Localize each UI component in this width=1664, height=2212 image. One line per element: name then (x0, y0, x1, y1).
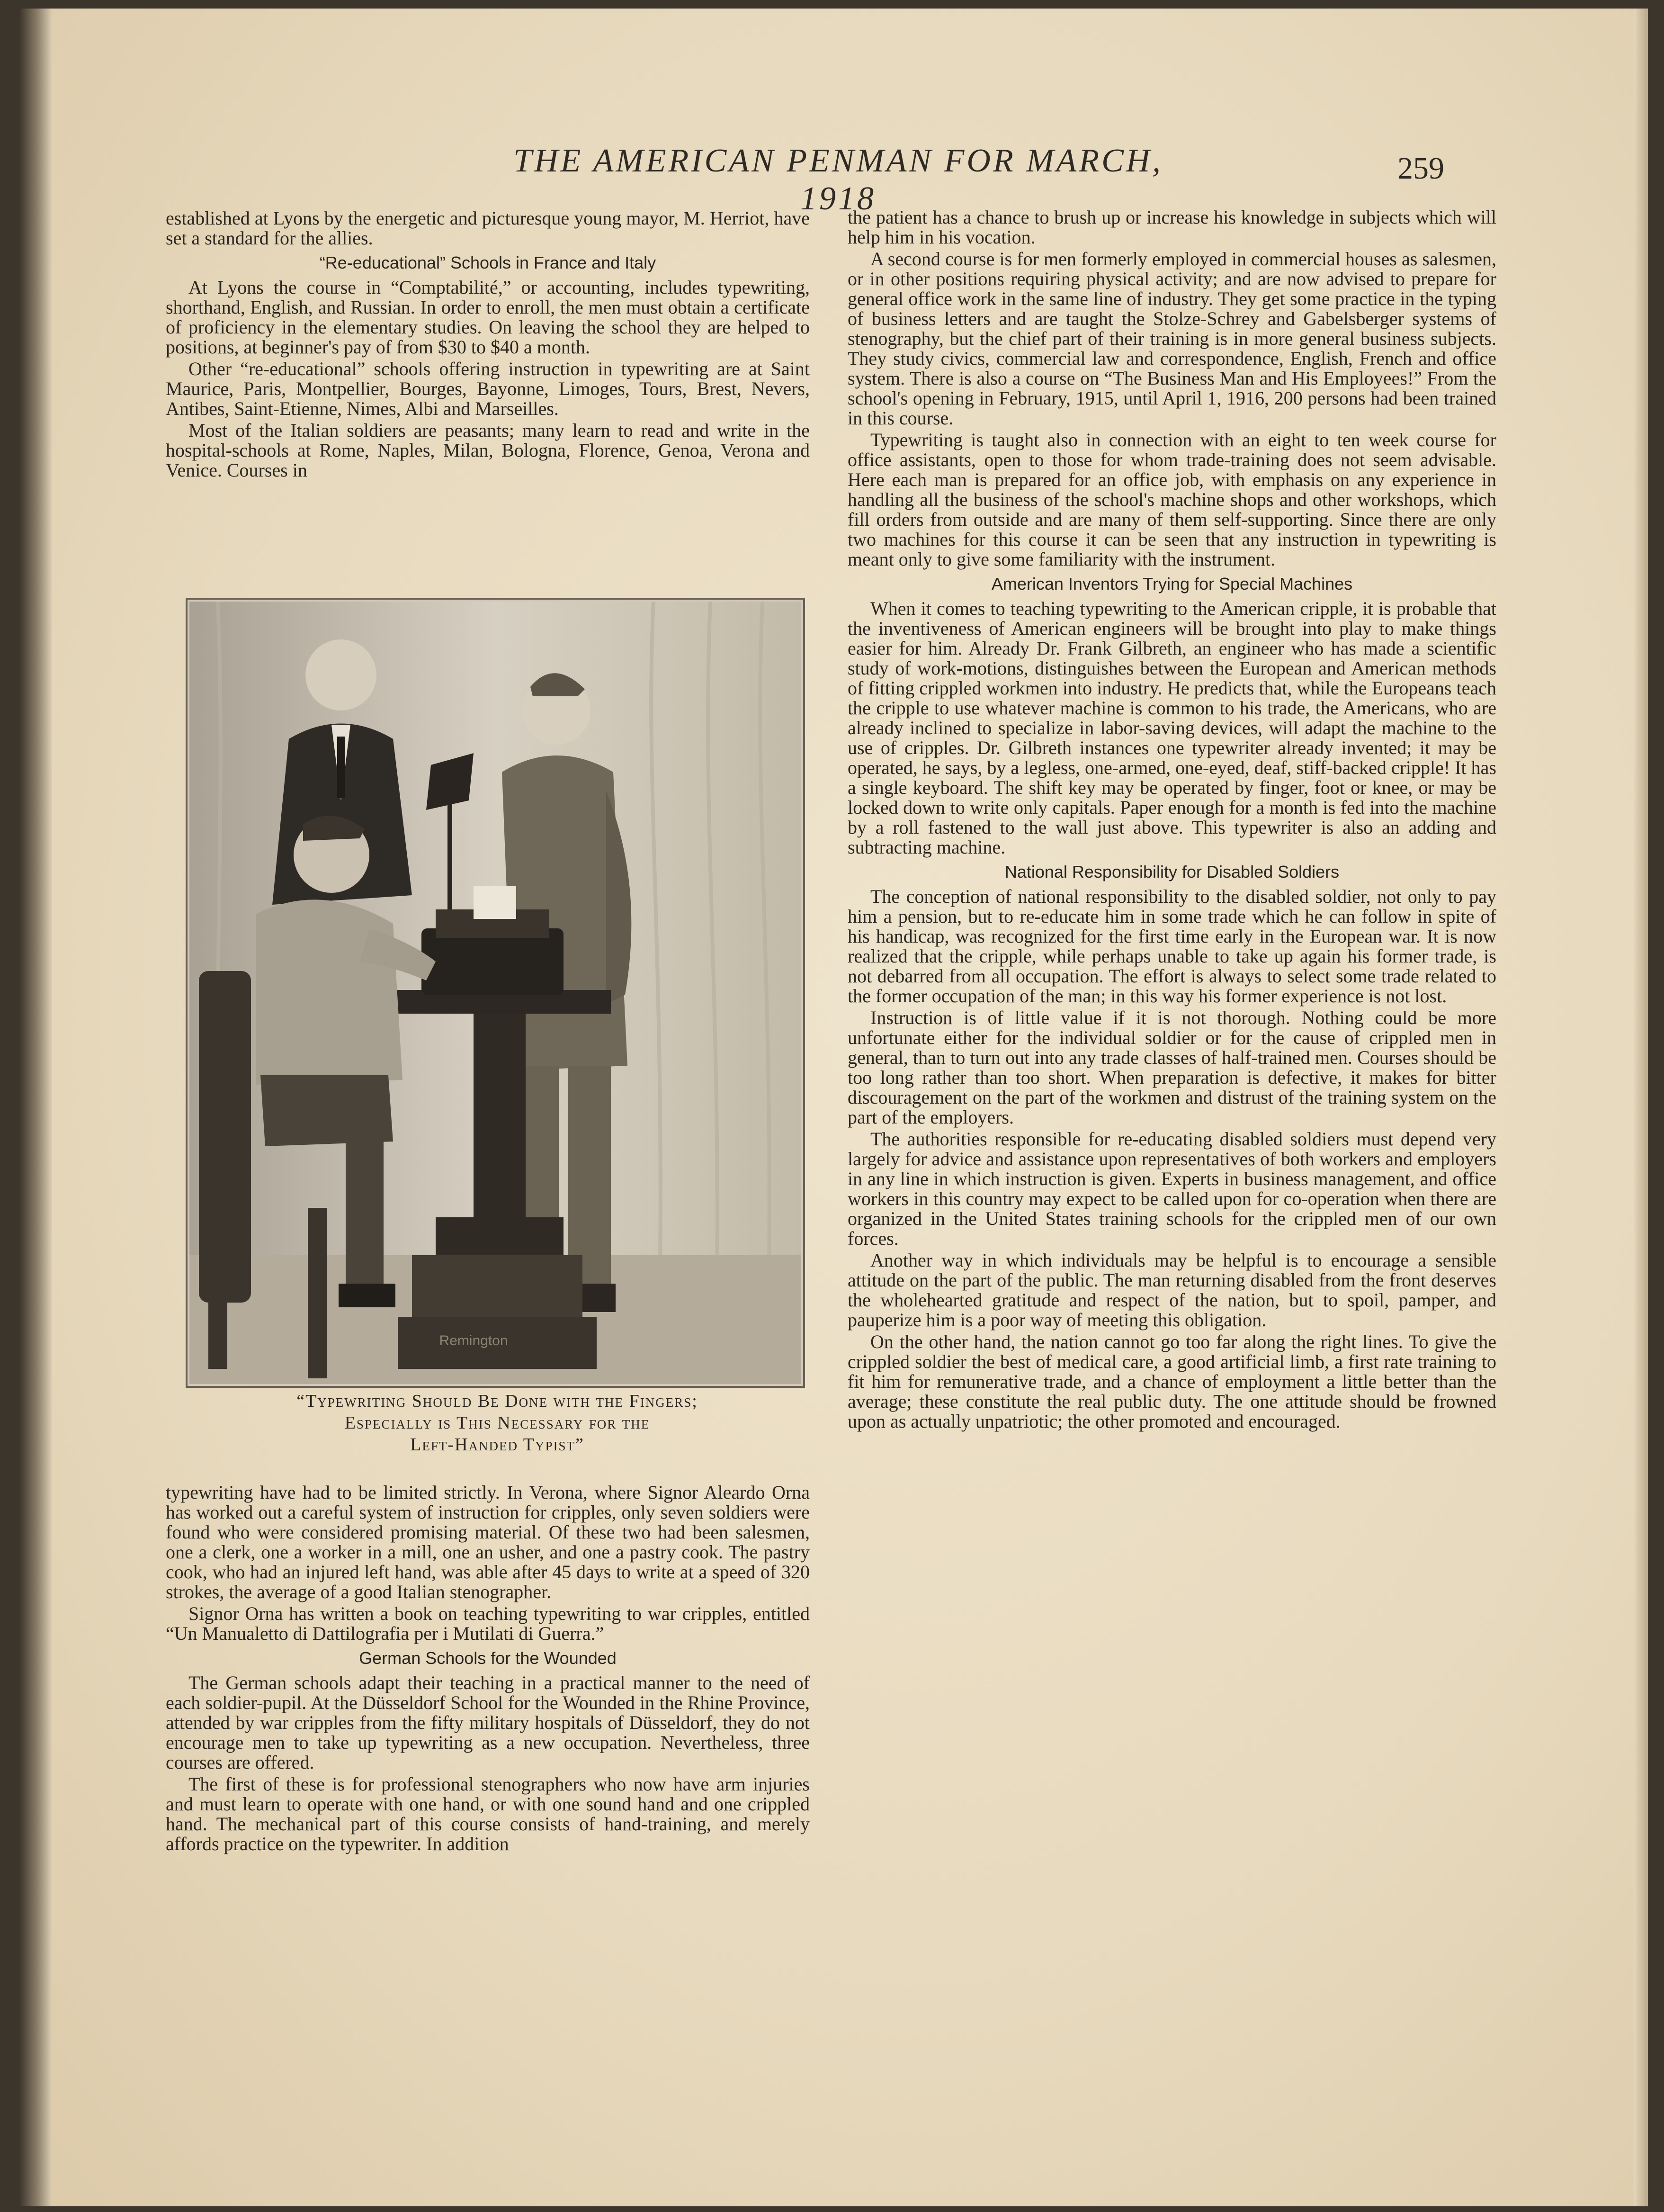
paragraph: When it comes to teaching typewriting to the American cripple, it is probable that the inventiveness of American engineers will be brought into play to make things easier for him. Already Dr. Frank Gilbreth, an engineer who has made a scientific study of work-motions, distinguishes between the European and American methods of fitting crippled workmen into industry. He predicts that, while the Europeans teach the cripple to use whatever machine is common to his trade, the Americans, who are already inclined to specialize in labor-saving devices, will adapt the machine to the use of cripples. Dr. Gilbreth instances one typewriter already invented; it may be operated, he says, by a legless, one-armed, one-eyed, deaf, stiff-backed cripple! It has a single keyboard. The shift key may be operated by finger, foot or knee, or may be locked down to write only capitals. Paper enough for a month is fed into the machine by a roll fastened to the wall just above. This typewriter is also an adding and subtracting machine. (848, 598, 1496, 858)
paragraph: The first of these is for professional stenographers who now have arm injuries and must learn to operate with one hand, or with one sound hand and one crippled hand. The mechanical part of this course consists of hand-training, and merely affords practice on the typewriter. In addition (166, 1773, 810, 1854)
left-column-top (166, 208, 810, 482)
section-heading: “Re-educational” Schools in France and Italy (319, 253, 656, 272)
section-heading: National Responsibility for Disabled Soldiers (1004, 862, 1340, 881)
caption-line: Especially is This Necessary for the (344, 1413, 650, 1433)
paragraph: The German schools adapt their teaching in a practical manner to the need of each soldier-pupil. At the Düsseldorf School for the Wounded in the Rhine Province, attended by war cripples from the fifty military hospitals of Düsseldorf, they do not encourage men to take up typewriting as a new occupation. Nevertheless, three courses are offered. (166, 1672, 810, 1773)
page-number: 259 (1397, 151, 1444, 186)
paragraph: Typewriting is taught also in connection with an eight to ten week course for office assistants, open to those for whom trade-training does not seem advisable. Here each man is prepared for an office job, with emphasis on any experience in handling all the business of the school's machine shops and other workshops, which fill orders from outside and are many of them self-supporting. Since there are only two machines for this course it can be seen that any instruction in typewriting is meant only to give some familiarity with the instrument. (848, 429, 1496, 570)
paragraph: Instruction is of little value if it is not thorough. Nothing could be more unfortunate either for the individual soldier or for the cause of crippled men in general, than to turn out into any trade classes of half-trained men. Courses should be too long rather than too short. When preparation is defective, it makes for bitter discouragement on the part of the workmen and distrust of the training system on the part of the employers. (848, 1007, 1496, 1128)
paragraph: On the other hand, the nation cannot go too far along the right lines. To give the crippled soldier the best of medical care, a good artificial limb, a first rate training to fit him for remunerative trade, and a chance of employment a little better than the average; these constitute the real public duty. The one attitude should be frowned upon as actually unpatriotic; the other promoted and encouraged. (848, 1331, 1496, 1432)
paragraph: established at Lyons by the energetic and picturesque young mayor, M. Herriot, have set a standard for the allies. (166, 207, 810, 249)
binding-gutter (19, 9, 52, 2206)
photo-caption (175, 1390, 819, 1456)
paragraph: Other “re-educational” schools offering instruction in typewriting are at Saint Maurice, Paris, Montpellier, Bourges, Bayonne, Limoges, Tours, Brest, Nevers, Antibes, Saint-Etienne, Nimes, Albi and Marseilles. (166, 358, 810, 419)
caption-line: “Typewriting Should Be Done with the Fingers; (296, 1391, 698, 1411)
caption-line: Left-Handed Typist” (410, 1435, 584, 1455)
page-edge (1634, 9, 1648, 2206)
section-heading: American Inventors Trying for Special Machines (991, 574, 1353, 593)
paragraph: The conception of national responsibility to the disabled soldier, not only to pay him a pension, but to re-educate him in some trade which he can follow in spite of his handicap, was recognized for the first time early in the European war. It is now realized that the cripple, while perhaps unable to take up again his former trade, is not debarred from all occupation. The effort is always to select some trade related to the former occupation of the man; in this way his former experience is not lost. (848, 886, 1496, 1007)
right-column (848, 207, 1496, 1433)
paragraph: A second course is for men formerly employed in commercial houses as salesmen, or in other positions requiring physical activity; and are now advised to prepare for general office work in the same line of industry. They get some practice in the typing of business letters and are taught the Stolze-Schrey and Gabelsberger systems of stenography, but the chief part of their training is in more general business subjects. They study civics, commercial law and correspondence, English, French and office system. There is also a course on “The Business Man and His Employees!” From the school's opening in February, 1915, until April 1, 1916, 200 persons had been trained in this course. (848, 248, 1496, 429)
paragraph: At Lyons the course in “Comptabilité,” or accounting, includes typewriting, shorthand, English, and Russian. In order to enroll, the men must obtain a certificate of proficiency in the elementary studies. On leaving the school they are helped to positions, at beginner's pay of from $30 to $40 a month. (166, 277, 810, 358)
paragraph: the patient has a chance to brush up or increase his knowledge in subjects which will help him in his vocation. (848, 207, 1496, 248)
paragraph: Signor Orna has written a book on teaching typewriting to war cripples, entitled “Un Manualetto di Dattilografia per i Mutilati di Guerra.” (166, 1603, 810, 1644)
running-head: THE AMERICAN PENMAN FOR MARCH, 1918 (513, 143, 1163, 217)
typing-lesson-illustration (189, 602, 801, 1384)
left-column-bottom (166, 1483, 810, 1856)
paragraph: The authorities responsible for re-educating disabled soldiers must depend very largely for advice and assistance upon representatives of both workers and employers in any line in which instruction is given. Experts in business management, and office workers in this country may expect to be called upon for co-operation when there are organized in the United States training schools for the crippled men of our own forces. (848, 1128, 1496, 1249)
paragraph: Most of the Italian soldiers are peasants; many learn to read and write in the hospital-schools at Rome, Naples, Milan, Bologna, Florence, Genoa, Verona and Venice. Courses in (166, 420, 810, 481)
photograph-frame (186, 598, 805, 1388)
paragraph: Another way in which individuals may be helpful is to encourage a sensible attitude on the part of the public. The man returning disabled from the front deserves the wholehearted gratitude and respect of the nation, but to spoil, pamper, and pauperize him is a poor way of meeting this obligation. (848, 1250, 1496, 1331)
photograph (189, 602, 801, 1384)
section-heading: German Schools for the Wounded (359, 1648, 617, 1668)
remington-label: Remington (439, 1333, 508, 1349)
paragraph: typewriting have had to be limited strictly. In Verona, where Signor Aleardo Orna has worked out a careful system of instruction for cripples, only seven soldiers were found who were considered promising material. Of these two had been salesmen, one a clerk, one a worker in a mill, one an usher, and one a pastry cook. The pastry cook, who had an injured left hand, was able after 45 days to write at a speed of 320 strokes, the average of a good Italian stenographer. (166, 1482, 810, 1602)
